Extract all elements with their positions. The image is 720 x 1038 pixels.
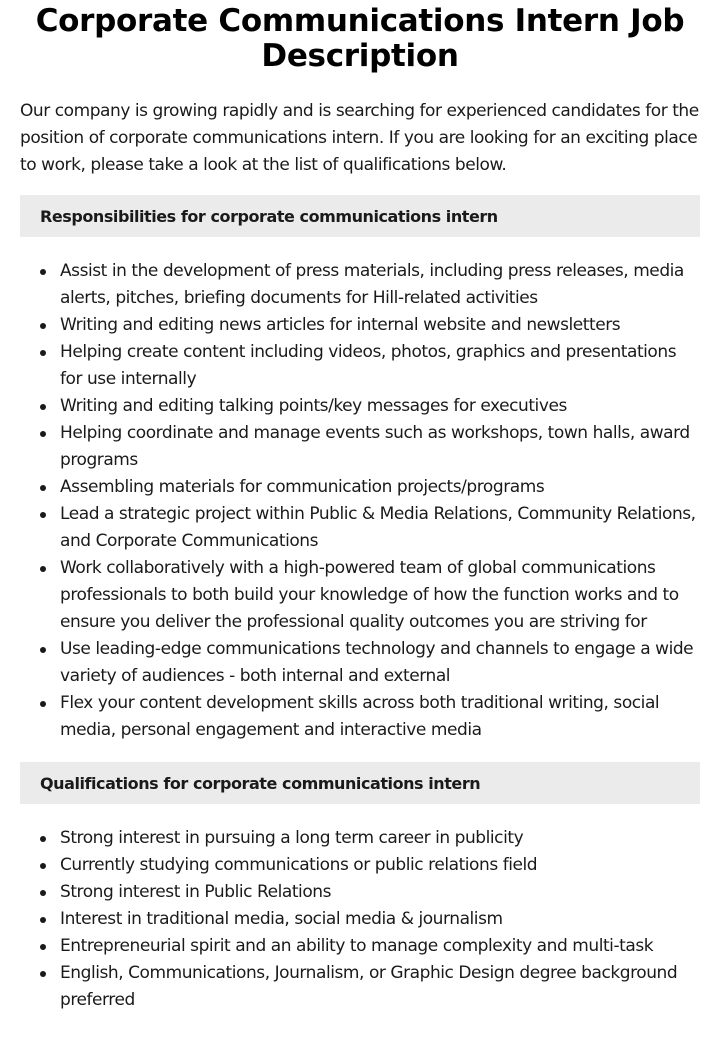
intro-paragraph: Our company is growing rapidly and is searching for experienced candidates for the position of corporate communications intern. If you are looking for an exciting place to work, please take a look at the list of qualifications below. <box>20 101 699 175</box>
bullet-icon <box>40 431 46 437</box>
list-item: Writing and editing news articles for internal website and newsletters <box>60 312 700 339</box>
list-item: Use leading-edge communications technology and channels to engage a wide variety of audiences - both internal and external <box>60 636 700 690</box>
list-item: Writing and editing talking points/key messages for executives <box>60 393 700 420</box>
qualifications-header <box>20 762 700 804</box>
page-title: Corporate Communications Intern Job Description <box>35 3 685 74</box>
list-item: Helping create content including videos, photos, graphics and presentations for use internally <box>60 339 700 393</box>
bullet-icon <box>40 836 46 842</box>
bullet-icon <box>40 917 46 923</box>
bullet-icon <box>40 944 46 950</box>
list-item: Entrepreneurial spirit and an ability to manage complexity and multi-task <box>60 933 700 960</box>
bullet-icon <box>40 971 46 977</box>
list-item: Flex your content development skills across both traditional writing, social media, personal engagement and interactive media <box>60 690 700 744</box>
bullet-icon <box>40 701 46 707</box>
list-item: Assist in the development of press materials, including press releases, media alerts, pitches, briefing documents for Hill-related activities <box>60 258 700 312</box>
qualifications-list <box>20 825 700 1014</box>
list-item: Helping coordinate and manage events such as workshops, town halls, award programs <box>60 420 700 474</box>
list-item: Strong interest in pursuing a long term career in publicity <box>60 825 700 852</box>
list-item: Work collaboratively with a high-powered team of global communications professionals to both build your knowledge of how the function works and to ensure you deliver the professional quality outcomes you are striving for <box>60 555 700 636</box>
bullet-icon <box>40 863 46 869</box>
list-item: Assembling materials for communication projects/programs <box>60 474 700 501</box>
bullet-icon <box>40 647 46 653</box>
bullet-icon <box>40 512 46 518</box>
bullet-icon <box>40 350 46 356</box>
bullet-icon <box>40 566 46 572</box>
qualifications-heading: Qualifications for corporate communications intern <box>40 773 481 793</box>
bullet-icon <box>40 269 46 275</box>
list-item: Currently studying communications or public relations field <box>60 852 700 879</box>
list-item: Strong interest in Public Relations <box>60 879 700 906</box>
responsibilities-list <box>20 258 700 744</box>
bullet-icon <box>40 404 46 410</box>
list-item: Interest in traditional media, social media & journalism <box>60 906 700 933</box>
bullet-icon <box>40 323 46 329</box>
list-item: English, Communications, Journalism, or Graphic Design degree background preferred <box>60 960 700 1014</box>
responsibilities-heading: Responsibilities for corporate communications intern <box>40 206 498 226</box>
list-item: Lead a strategic project within Public & Media Relations, Community Relations, and Corporate Communications <box>60 501 700 555</box>
responsibilities-header <box>20 195 700 237</box>
bullet-icon <box>40 890 46 896</box>
bullet-icon <box>40 485 46 491</box>
